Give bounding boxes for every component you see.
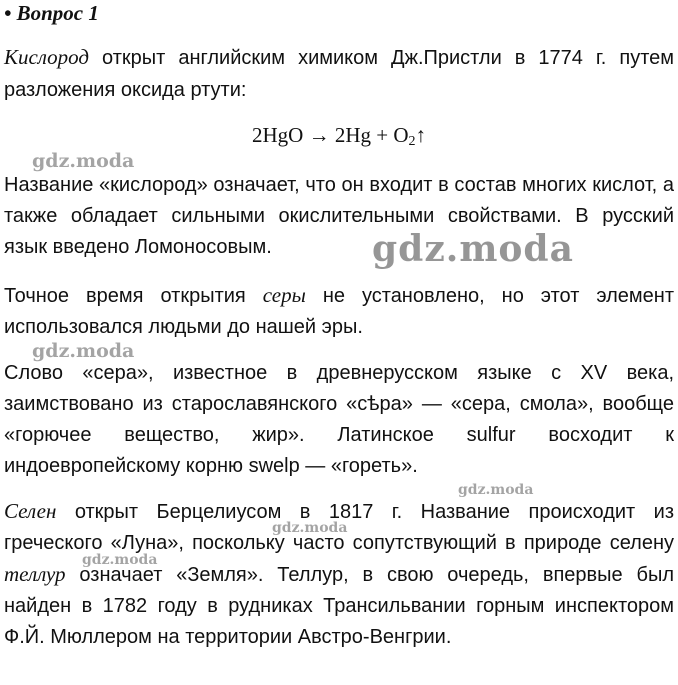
paragraph-selenium	[4, 496, 674, 653]
term-sulfur: серы	[262, 283, 306, 307]
oxygen-text: открыт английским химиком Дж.Пристли в 1774 г. путем разложения оксида ртути:	[4, 47, 674, 101]
watermark-logo: gdz.moda	[372, 228, 574, 270]
chemical-equation	[4, 121, 674, 156]
watermark-logo: gdz.moda	[272, 520, 348, 536]
watermark-logo: gdz.moda	[458, 482, 534, 498]
gas-arrow: ↑	[415, 123, 426, 147]
watermark-logo: gdz.moda	[82, 552, 158, 568]
watermark-logo: gdz.moda	[32, 150, 135, 172]
paragraph-oxygen-name: Название «кислород» означает, что он входит в состав многих кислот, а также обладает сильными окислительными свойствами. В русский язык введено Ломоносовым.	[4, 174, 674, 258]
paragraph-sulfur-discovery	[4, 280, 674, 343]
selenium-text-2: означает «Земля». Теллур, в свою очередь, впервые был найден в 1782 году в рудниках Трансильвании горным инспектором Ф.Й. Мюллером на территории Австро-Венгрии.	[4, 564, 674, 648]
term-oxygen: Кислород	[4, 45, 90, 69]
paragraph-sulfur-etymology: Слово «сера», известное в древнерусском языке с XV века, заимствовано из старославянского «сѣра» — «сера, смола», вообще «горючее вещество, жир». Латинское sulfur восходит к индоевропейскому корню swelp — «гореть».	[4, 362, 674, 477]
term-selenium: Селен	[4, 499, 57, 523]
watermark-logo: gdz.moda	[32, 340, 135, 362]
sulfur-text-after: не установлено, но этот элемент использовался людьми до нашей эры.	[4, 285, 674, 338]
term-tellurium: теллур	[4, 562, 66, 586]
selenium-text-1: открыт Берцелиусом в 1817 г. Название происходит из греческого «Луна», поскольку часто сопутствующий в природе селену	[4, 501, 674, 554]
question-heading: • Вопрос 1	[4, 1, 99, 25]
equation-subscript: 2	[408, 134, 416, 149]
equation-main: 2HgO → 2Hg + O	[251, 123, 409, 147]
paragraph-oxygen	[4, 42, 674, 106]
sulfur-text-before: Точное время открытия	[4, 285, 263, 307]
